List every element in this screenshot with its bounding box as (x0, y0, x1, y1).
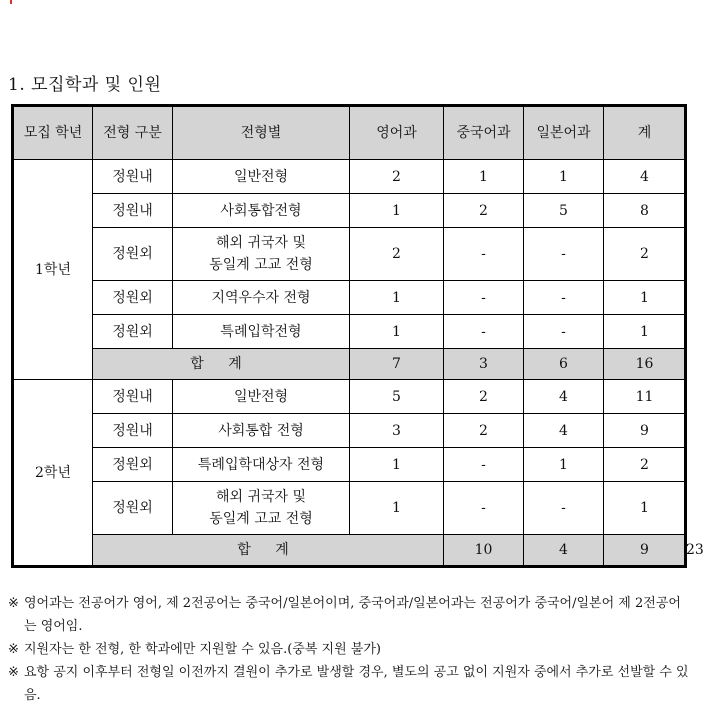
row-admission (173, 482, 350, 535)
row-total: 2 (604, 228, 686, 281)
row-admission: 사회통합전형 (173, 194, 350, 228)
row-japanese: 1 (524, 448, 604, 482)
grade1-sum-row (13, 349, 686, 380)
table-header-row (13, 106, 686, 160)
row-japanese: 5 (524, 194, 604, 228)
row-chinese: - (444, 315, 524, 349)
row-total: 1 (604, 482, 686, 535)
note-item (8, 638, 693, 661)
row-japanese: 4 (524, 414, 604, 448)
header-grade: 모집 학년 (13, 106, 93, 160)
row-type: 정원외 (93, 228, 173, 281)
row-admission: 특례입학전형 (173, 315, 350, 349)
sum-total: 16 (604, 349, 686, 380)
header-japanese: 일본어과 (524, 106, 604, 160)
row-english: 5 (350, 380, 444, 414)
notes-section (8, 592, 693, 707)
row-type: 정원외 (93, 448, 173, 482)
row-chinese: - (444, 482, 524, 535)
header-admission: 전형별 (173, 106, 350, 160)
row-type: 정원내 (93, 160, 173, 194)
sum-label: 합 계 (93, 349, 350, 380)
row-type: 정원내 (93, 194, 173, 228)
row-type: 정원내 (93, 380, 173, 414)
note-mark: ※ (8, 596, 19, 611)
table-row (13, 228, 686, 281)
sum-label: 합 계 (93, 535, 444, 567)
row-japanese: - (524, 281, 604, 315)
note-text: 지원자는 한 전형, 한 학과에만 지원할 수 있음.(중복 지원 불가) (24, 642, 381, 657)
note-text: 요항 공지 이후부터 전형일 이전까지 결원이 추가로 발생할 경우, 별도의 공고 없이 지원자 중에서 추가로 선발할 수 있음. (24, 665, 689, 703)
row-type: 정원외 (93, 315, 173, 349)
sum-chinese: 3 (444, 349, 524, 380)
sum-english: 7 (350, 349, 444, 380)
table-row (13, 160, 686, 194)
grade2-label: 2학년 (13, 380, 93, 567)
header-english: 영어과 (350, 106, 444, 160)
row-admission: 사회통합 전형 (173, 414, 350, 448)
row-chinese: 2 (444, 380, 524, 414)
row-total: 4 (604, 160, 686, 194)
row-english: 2 (350, 160, 444, 194)
row-admission-line2: 동일계 고교 전형 (209, 257, 313, 273)
table-row (13, 414, 686, 448)
table-row (13, 194, 686, 228)
sum-chinese: 4 (524, 535, 604, 567)
row-total: 1 (604, 281, 686, 315)
row-english: 1 (350, 315, 444, 349)
grade2-sum-row: 합 계 10 4 9 23 (13, 535, 686, 567)
recruitment-table (11, 104, 704, 568)
table-row (13, 315, 686, 349)
red-corner-mark (10, 0, 12, 4)
row-japanese: - (524, 482, 604, 535)
row-english: 1 (350, 448, 444, 482)
row-admission (173, 228, 350, 281)
row-japanese: 1 (524, 160, 604, 194)
row-admission: 일반전형 (173, 160, 350, 194)
row-japanese: - (524, 315, 604, 349)
row-chinese: 2 (444, 414, 524, 448)
row-admission-line2: 동일계 고교 전형 (209, 511, 313, 527)
row-total: 9 (604, 414, 686, 448)
row-japanese: 4 (524, 380, 604, 414)
row-type: 정원외 (93, 482, 173, 535)
row-total: 1 (604, 315, 686, 349)
sum-japanese: 6 (524, 349, 604, 380)
sum-english: 10 (444, 535, 524, 567)
note-mark: ※ (8, 665, 19, 680)
row-admission: 특례입학대상자 전형 (173, 448, 350, 482)
row-total: 11 (604, 380, 686, 414)
row-english: 3 (350, 414, 444, 448)
row-english: 2 (350, 228, 444, 281)
row-chinese: 2 (444, 194, 524, 228)
row-chinese: 1 (444, 160, 524, 194)
row-type: 정원내 (93, 414, 173, 448)
note-mark: ※ (8, 642, 19, 657)
table-row (13, 448, 686, 482)
sum-japanese: 9 (604, 535, 686, 567)
row-type: 정원외 (93, 281, 173, 315)
header-total: 계 (604, 106, 686, 160)
row-chinese: - (444, 281, 524, 315)
row-english: 1 (350, 482, 444, 535)
row-total: 8 (604, 194, 686, 228)
row-admission-line1: 해외 귀국자 및 (215, 235, 307, 251)
header-type: 전형 구분 (93, 106, 173, 160)
table-row (13, 380, 686, 414)
row-chinese: - (444, 448, 524, 482)
table-row (13, 281, 686, 315)
row-english: 1 (350, 281, 444, 315)
row-admission-line1: 해외 귀국자 및 (215, 489, 307, 505)
row-admission: 일반전형 (173, 380, 350, 414)
row-english: 1 (350, 194, 444, 228)
section-title: 1. 모집학과 및 인원 (8, 75, 162, 95)
note-item (8, 661, 693, 707)
note-item (8, 592, 693, 638)
row-admission: 지역우수자 전형 (173, 281, 350, 315)
header-chinese: 중국어과 (444, 106, 524, 160)
table-row (13, 482, 686, 535)
row-total: 2 (604, 448, 686, 482)
row-chinese: - (444, 228, 524, 281)
row-japanese: - (524, 228, 604, 281)
note-text: 영어과는 전공어가 영어, 제 2전공어는 중국어/일본어이며, 중국어과/일본어과는 전공어가 중국어/일본어 제 2전공어는 영어임. (24, 596, 681, 634)
grade1-label: 1학년 (13, 160, 93, 380)
